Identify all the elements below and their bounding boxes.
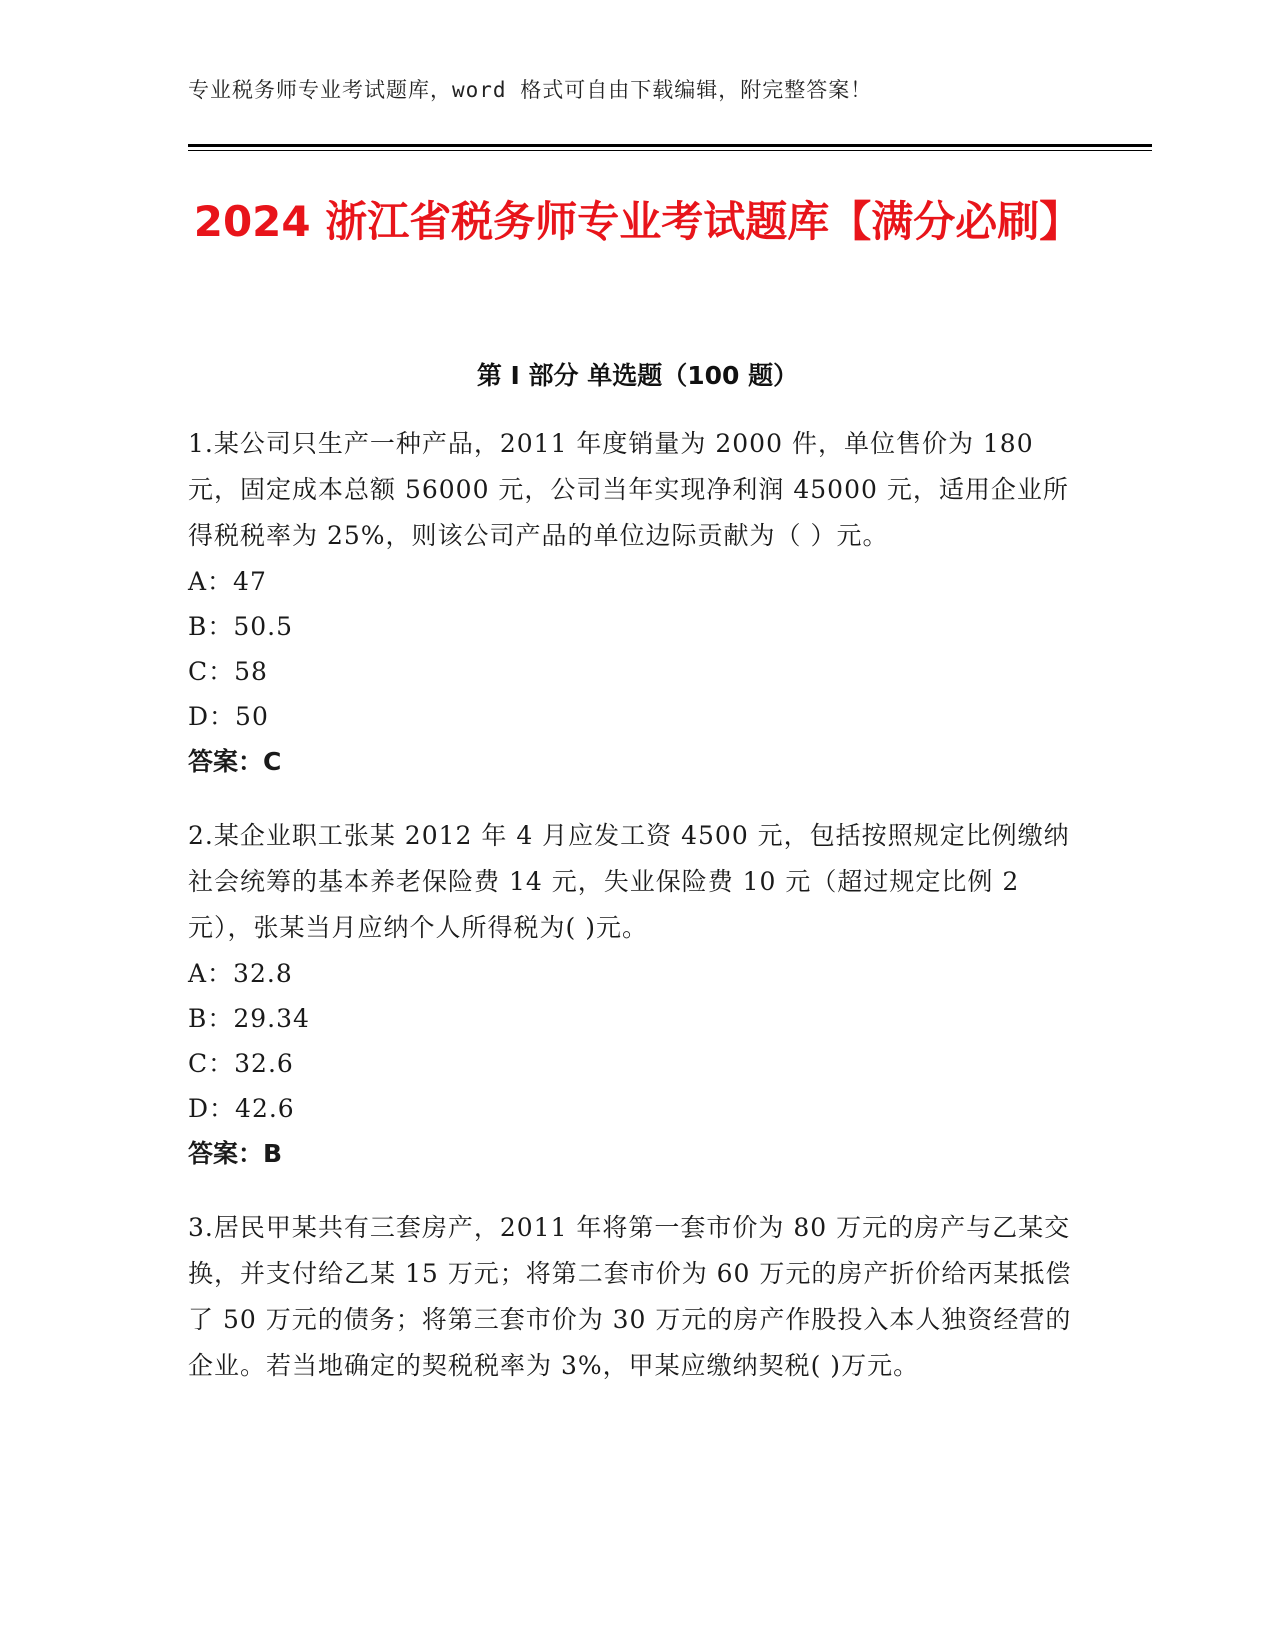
question-stem: 2.某企业职工张某 2012 年 4 月应发工资 4500 元，包括按照规定比例缴纳社会统筹的基本养老保险费 14 元，失业保险费 10 元（超过规定比例 2 元），张某当月应纳个人所得税为( )元。 <box>188 821 1070 942</box>
section-heading: 第 I 部分 单选题（100 题） <box>476 361 799 390</box>
header-note: 专业税务师专业考试题库，word 格式可自由下载编辑，附完整答案！ <box>188 78 873 102</box>
option-a: A：32.8 <box>188 959 293 988</box>
answer: 答案：B <box>188 1139 283 1168</box>
header-rule-thin <box>188 150 1152 151</box>
question-stem: 1.某公司只生产一种产品，2011 年度销量为 2000 件，单位售价为 180 元，固定成本总额 56000 元，公司当年实现净利润 45000 元，适用企业所得税税率为 25%，则该公司产品的单位边际贡献为（ ）元。 <box>188 429 1069 550</box>
option-d: D：42.6 <box>188 1094 295 1123</box>
option-d: D：50 <box>188 702 269 731</box>
answer: 答案：C <box>188 747 282 776</box>
option-b: B：50.5 <box>188 612 294 641</box>
question-2 <box>188 813 1088 1177</box>
question-1 <box>188 421 1088 785</box>
option-a: A：47 <box>188 567 267 596</box>
option-b: B：29.34 <box>188 1004 310 1033</box>
option-c: C：58 <box>188 657 268 686</box>
question-stem: 3.居民甲某共有三套房产，2011 年将第一套市价为 80 万元的房产与乙某交换，并支付给乙某 15 万元；将第二套市价为 60 万元的房产折价给丙某抵偿了 50 万元的债务；将第三套市价为 30 万元的房产作股投入本人独资经营的企业。若当地确定的契税税率为 3%，甲某应缴纳契税( )万元。 <box>188 1213 1072 1380</box>
question-3 <box>188 1205 1088 1389</box>
document-title: 2024 浙江省税务师专业考试题库【满分必刷】 <box>193 197 1082 246</box>
option-c: C：32.6 <box>188 1049 294 1078</box>
header-rule-thick <box>188 144 1152 147</box>
